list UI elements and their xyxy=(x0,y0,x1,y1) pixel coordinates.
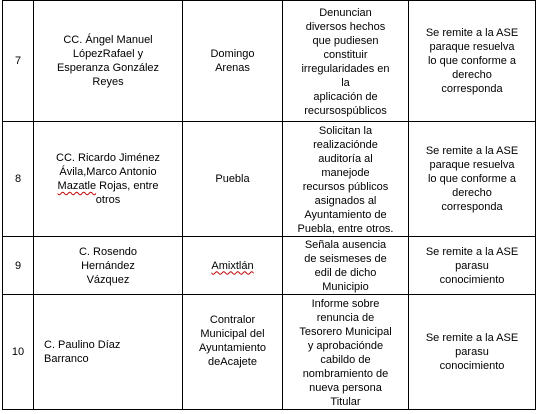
place-line: Contralor xyxy=(209,314,256,326)
description-line: edil de dicho xyxy=(314,267,377,279)
description-line: realizaciónde xyxy=(313,138,378,151)
table-row xyxy=(3,122,536,237)
description-line: de seismeses de xyxy=(304,253,387,265)
resolution-line: paraque resuelva xyxy=(429,41,515,53)
description-line: la xyxy=(341,76,350,89)
name-line: Reyes xyxy=(92,76,124,88)
name-line: CC. Ricardo Jiménez xyxy=(56,152,160,164)
resolution xyxy=(409,295,536,410)
description-line: asignados al xyxy=(314,194,377,207)
resolution-line: paraque resuelva xyxy=(429,159,515,171)
description-line: Tesorero Municipal xyxy=(299,325,392,338)
row-number: 10 xyxy=(3,295,34,410)
name-line: LópezRafael y xyxy=(72,48,144,60)
place-line: deAcajete xyxy=(208,356,257,368)
description-line: Ayuntamiento de xyxy=(304,208,387,221)
description-line: y aprobaciónde xyxy=(307,339,384,352)
resolution-line: derecho xyxy=(452,69,492,81)
table-row xyxy=(3,295,536,410)
resolution-line: parasu xyxy=(455,259,489,272)
description-line: que pudiesen xyxy=(312,34,379,47)
resolution xyxy=(409,1,536,122)
resolution-line: derecho xyxy=(452,187,492,199)
place-line: Domingo xyxy=(210,48,255,60)
name-fragment: Rojas, entre xyxy=(96,180,159,192)
description-line: recursospúblicos xyxy=(304,104,387,117)
name-line: C. Rosendo xyxy=(78,245,138,258)
place-line: Municipal del xyxy=(200,328,265,340)
resolution-line: parasu xyxy=(455,346,489,358)
table-row xyxy=(3,1,536,122)
petitioner-name xyxy=(34,122,183,237)
row-number: 9 xyxy=(3,237,34,295)
description-line: cabildo de xyxy=(320,353,371,366)
name-line: CC. Ángel Manuel xyxy=(63,34,153,46)
place-line: Amixtlán xyxy=(211,259,254,272)
resolution-line: lo que conforme a xyxy=(427,173,517,185)
resolution-line: conocimiento xyxy=(439,360,505,372)
description xyxy=(283,295,409,410)
description-line: nombramiento de xyxy=(302,367,389,380)
resolution xyxy=(409,237,536,295)
place-line: Puebla xyxy=(215,173,250,185)
place-line: Ayuntamiento xyxy=(198,342,267,354)
municipality xyxy=(183,1,283,122)
resolution-line: Se remite a la ASE xyxy=(425,245,519,258)
description-line: Puebla, entre otros. xyxy=(297,222,394,235)
name-line: Ávila,Marco Antonio xyxy=(59,166,157,178)
name-line: Barranco xyxy=(44,353,89,365)
municipality xyxy=(183,295,283,410)
records-table xyxy=(2,0,536,410)
name-line xyxy=(34,179,182,193)
resolution-line: lo que conforme a xyxy=(427,55,517,67)
description xyxy=(283,237,409,295)
resolution xyxy=(409,122,536,237)
resolution-line: Se remite a la ASE xyxy=(425,27,519,39)
description-line: Informe sobre xyxy=(311,297,380,310)
name-line: Hernández xyxy=(81,259,135,272)
description-line: Denuncian xyxy=(319,6,372,19)
name-line: Vázquez xyxy=(86,273,130,286)
name-line: Esperanza González xyxy=(56,62,160,74)
name-line: otros xyxy=(95,194,121,206)
municipality xyxy=(183,122,283,237)
description-line: Titular xyxy=(330,395,361,408)
resolution-line: conocimiento xyxy=(439,273,505,286)
description-line: nueva persona xyxy=(309,381,382,394)
description-line: Señala ausencia xyxy=(304,239,387,251)
table-row xyxy=(3,237,536,295)
resolution-line: Se remite a la ASE xyxy=(425,332,519,344)
row-number: 8 xyxy=(3,122,34,237)
spellcheck-word: Mazatle xyxy=(57,180,97,192)
description-line: recursos públicos xyxy=(302,180,389,193)
description-line: diversos hechos xyxy=(305,20,386,33)
description-line: Municipio xyxy=(322,281,369,293)
description-line: constituir xyxy=(323,48,368,61)
petitioner-name xyxy=(34,295,183,410)
description-line: irregularidades en xyxy=(301,62,390,75)
resolution-line: Se remite a la ASE xyxy=(425,145,519,157)
name-line: C. Paulino Díaz xyxy=(44,339,121,351)
description xyxy=(283,122,409,237)
petitioner-name xyxy=(34,1,183,122)
place-line: Arenas xyxy=(215,62,250,74)
description-line: renuncia de xyxy=(316,311,375,324)
row-number: 7 xyxy=(3,1,34,122)
description-line: manejode xyxy=(321,166,370,179)
petitioner-name xyxy=(34,237,183,295)
description-line: aplicación de xyxy=(313,90,378,103)
description-line: Solicitan la xyxy=(318,124,373,137)
municipality xyxy=(183,237,283,295)
description-line: auditoría al xyxy=(318,152,373,165)
resolution-line: corresponda xyxy=(441,83,503,95)
resolution-line: corresponda xyxy=(441,201,503,213)
description xyxy=(283,1,409,122)
